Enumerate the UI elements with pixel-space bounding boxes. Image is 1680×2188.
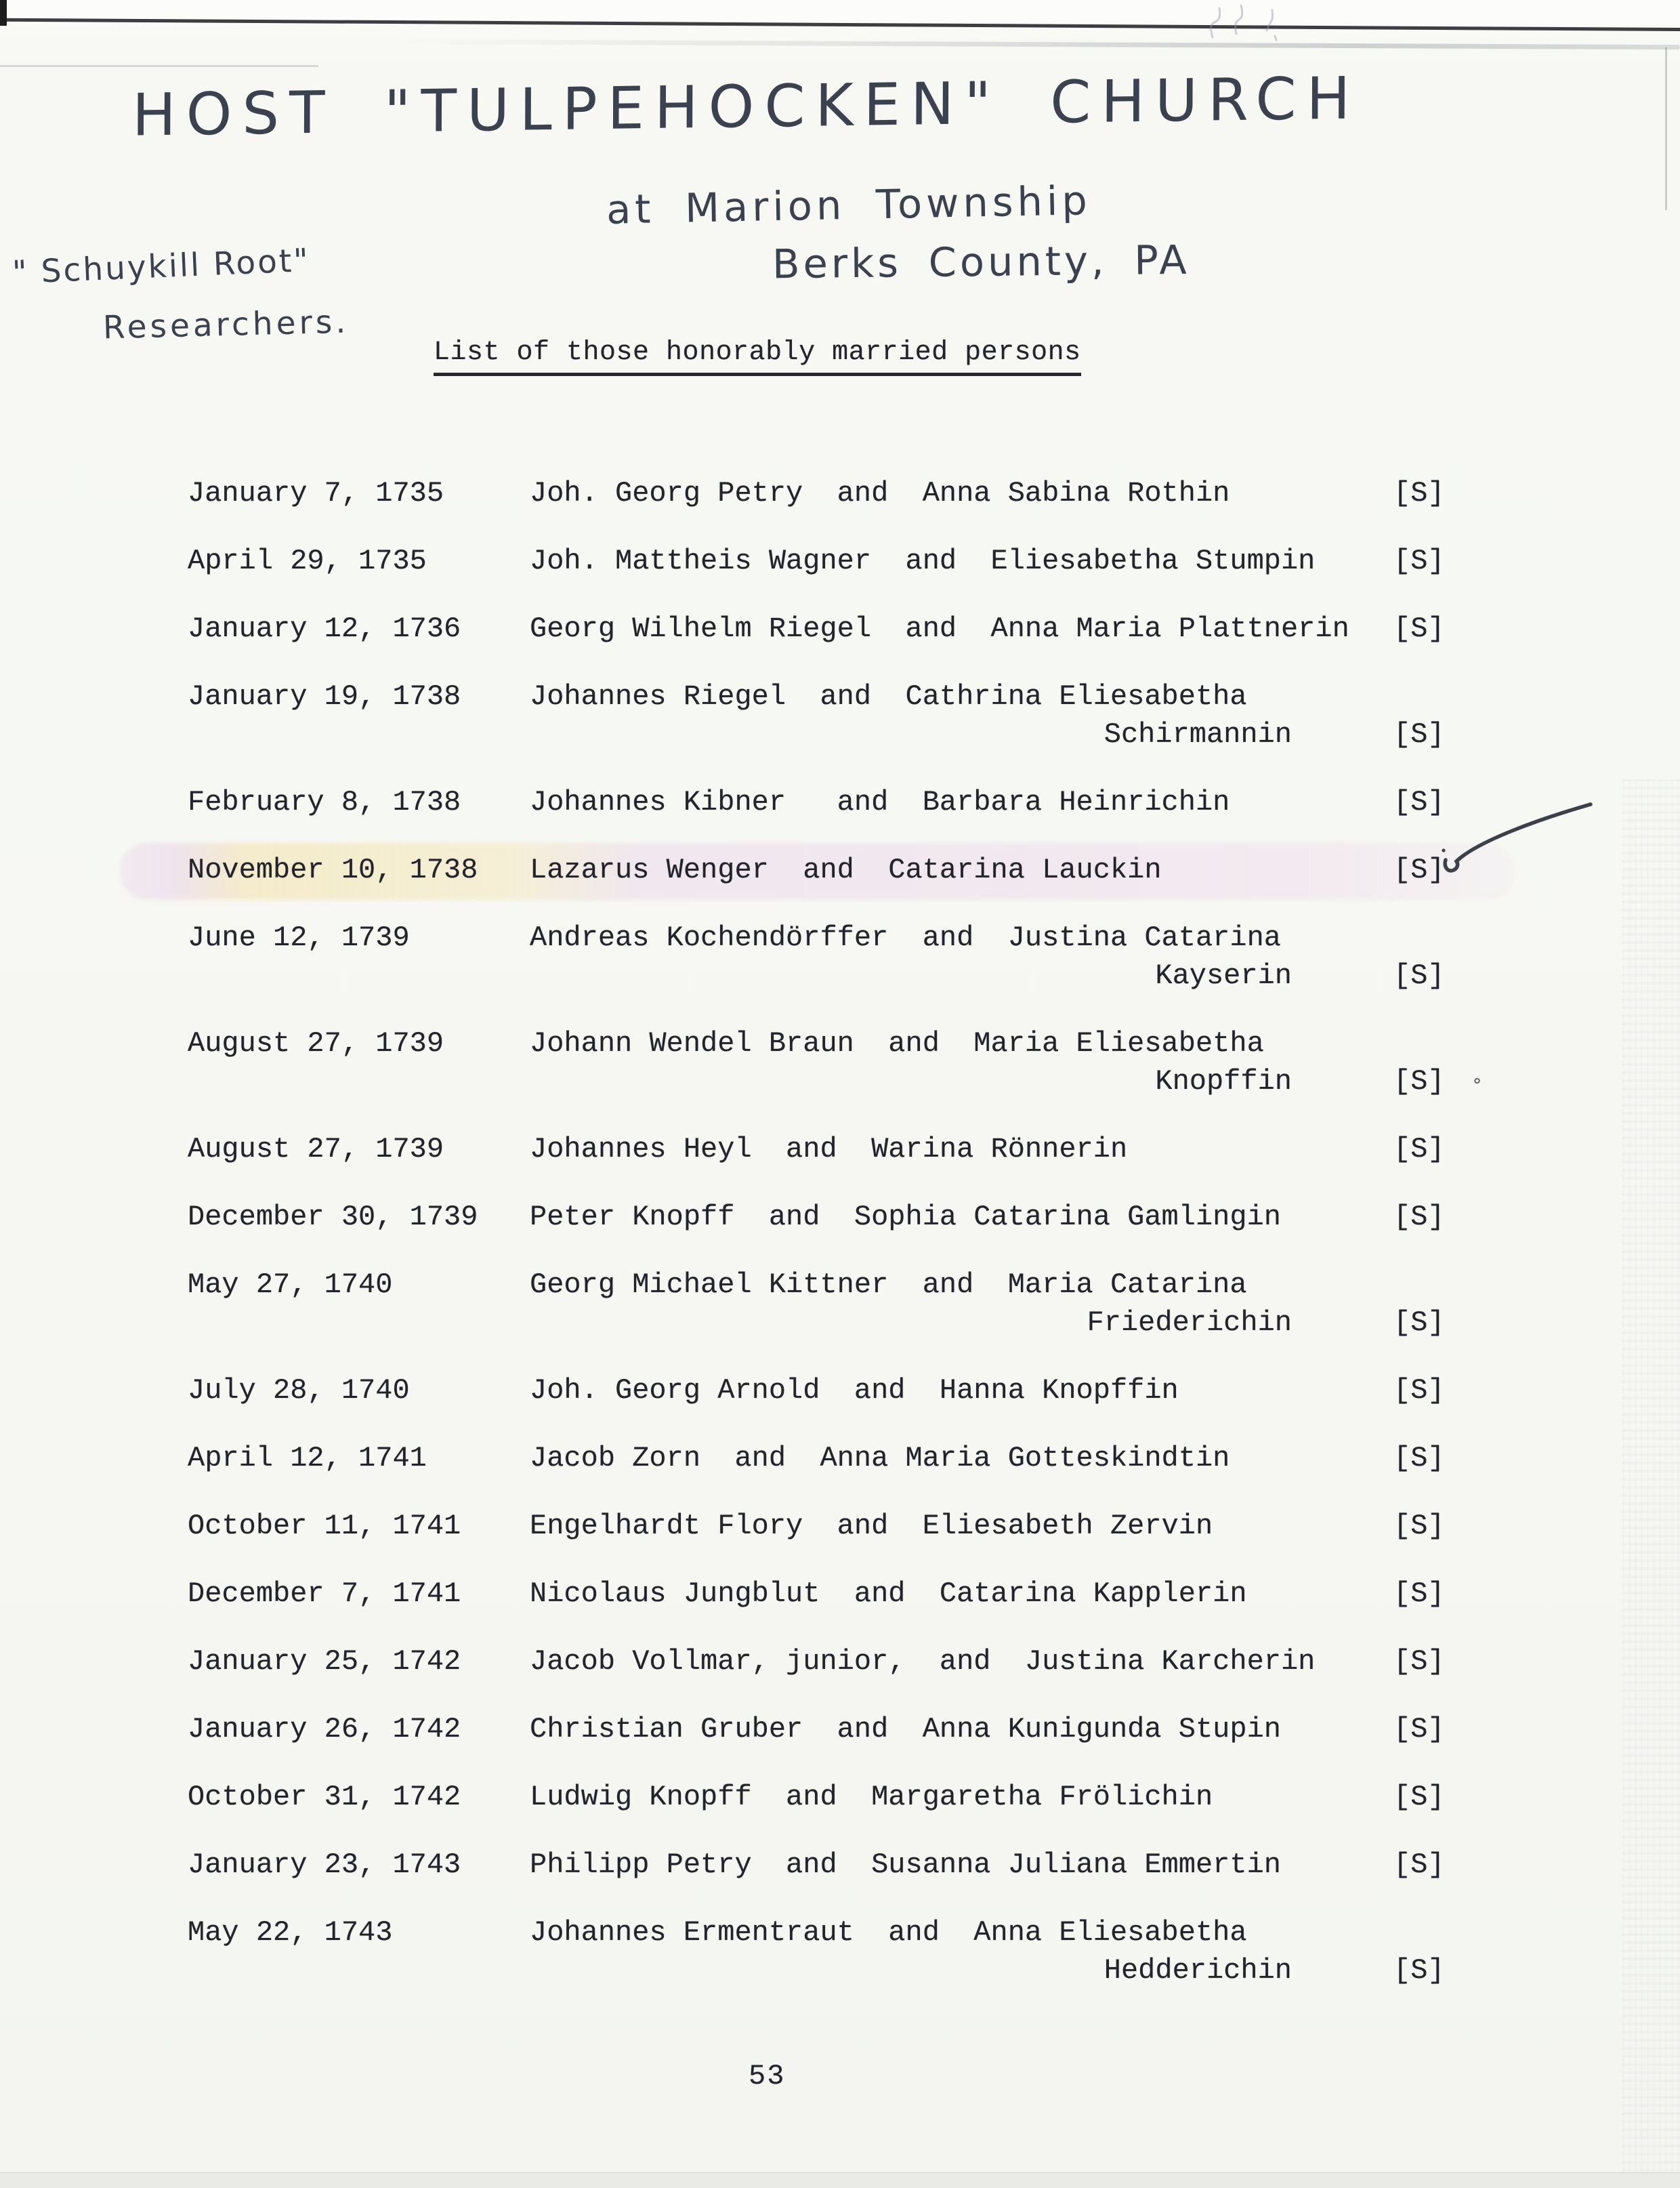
entry-mark-placeholder [1393,1027,1446,1060]
scan-corner-mark [0,0,7,26]
entry-continuation: Knopffin [1155,1065,1292,1098]
entry-couple: Lazarus Wenger and Catarina Lauckin [530,854,1162,886]
entry-couple: Georg Michael Kittner and Maria Catarina [530,1268,1247,1301]
marriage-entry [188,1268,1446,1340]
entry-source-mark: [S] [1393,1645,1445,1678]
entry-couple: Jacob Vollmar, junior, and Justina Karcherin [530,1645,1316,1678]
entry-source-mark: [S] [1393,477,1445,510]
entry-source-mark: [S] [1393,1713,1445,1746]
marriage-entry [188,1027,1482,1098]
page-number: 53 [749,2060,786,2092]
entry-spacer [188,1954,530,1987]
entry-couple: Christian Gruber and Anna Kunigunda Stupin [530,1713,1281,1746]
marriage-entry [188,1509,1446,1543]
entry-couple: Andreas Kochendörffer and Justina Catarina [530,922,1281,954]
entry-couple: Ludwig Knopff and Margaretha Frölichin [530,1781,1213,1813]
entry-spacer [188,718,530,751]
entry-source-mark: [S] [1393,1201,1445,1233]
entry-couple: Joh. Georg Arnold and Hanna Knopffin [530,1374,1179,1407]
entry-mark-placeholder [1393,1916,1446,1949]
entry-continuation: Hedderichin [1104,1954,1292,1987]
entry-date: January 23, 1743 [188,1849,461,1881]
entry-spacer [188,1065,530,1098]
entry-source-mark: [S] [1393,786,1445,819]
marriage-entry [188,1916,1446,1987]
scan-bottom-edge [0,2172,1680,2188]
entry-source-mark: [S] [1393,1133,1445,1165]
entry-couple: Joh. Georg Petry and Anna Sabina Rothin [530,477,1230,510]
marriage-entry [188,1374,1446,1407]
entry-source-mark: [S] [1393,1577,1445,1610]
entry-date: June 12, 1739 [188,922,410,954]
entry-source-mark: [S] [1393,613,1445,645]
entry-date: April 12, 1741 [188,1442,427,1474]
entry-continuation: Schirmannin [1104,718,1292,751]
entry-mark-placeholder [1393,1268,1446,1302]
entry-source-mark: [S] [1393,1781,1445,1813]
entry-date: October 11, 1741 [188,1510,461,1542]
entry-source-mark: [S] [1393,718,1445,751]
marriage-entry [188,1132,1446,1166]
entry-spacer [188,1306,530,1340]
entry-couple: Johannes Kibner and Barbara Heinrichin [530,786,1230,819]
entry-source-mark: [S] [1393,1065,1445,1098]
marriage-entry [188,785,1446,819]
entry-couple: Engelhardt Flory and Eliesabeth Zervin [530,1510,1213,1542]
marriage-entry [188,476,1446,510]
marriage-entry [188,853,1446,887]
entry-date: January 26, 1742 [188,1713,461,1746]
entry-couple: Georg Wilhelm Riegel and Anna Maria Plattnerin [530,613,1349,645]
entry-date: April 29, 1735 [188,545,427,577]
marriage-entry [188,1712,1446,1746]
entry-couple: Johannes Riegel and Cathrina Eliesabetha [530,680,1247,713]
handwritten-group-name: Researchers. [102,303,350,347]
entry-couple: Jacob Zorn and Anna Maria Gotteskindtin [530,1442,1230,1474]
entry-date: January 25, 1742 [188,1645,461,1678]
entry-date: August 27, 1739 [188,1133,444,1165]
entry-date: January 7, 1735 [188,477,444,510]
entry-source-mark: [S] [1393,1442,1445,1474]
entry-date: December 30, 1739 [188,1201,478,1233]
pencil-scribble-mark [1199,0,1348,47]
entry-source-mark: [S] [1393,1954,1445,1987]
marriage-entry [188,1848,1446,1882]
scan-smudge-line [379,39,1680,49]
entry-couple: Nicolaus Jungblut and Catarina Kapplerin [530,1577,1247,1610]
scan-faint-line [0,65,318,67]
entry-source-mark: [S] [1393,1374,1445,1407]
entry-date: August 27, 1739 [188,1027,444,1060]
entry-continuation: Friederichin [1087,1306,1292,1339]
entry-date: May 22, 1743 [188,1916,393,1949]
handwritten-group-quote: " Schuykill Root" [12,241,312,292]
entry-mark-placeholder [1393,680,1446,714]
entry-source-mark: [S] [1393,1306,1445,1339]
entry-date: February 8, 1738 [188,786,461,819]
marriage-entry [188,921,1446,993]
marriage-entry [188,544,1446,578]
entry-spacer [188,959,530,993]
marriage-entry [188,680,1446,751]
entry-source-mark: [S] [1393,545,1445,577]
entry-date: July 28, 1740 [188,1374,410,1407]
scan-right-edge-line [1665,47,1667,210]
entry-mark-placeholder [1393,921,1446,955]
ink-bleedthrough-band [1622,779,1680,2188]
entry-couple: Johannes Heyl and Warina Rönnerin [530,1133,1128,1165]
entry-date: January 19, 1738 [188,680,461,713]
marriage-entry [188,1441,1446,1475]
handwritten-church-title: HOST "TULPEHOCKEN" CHURCH [131,64,1361,150]
handwritten-county-line: Berks County, PA [772,236,1190,288]
entry-continuation: Kayserin [1155,959,1292,992]
entry-couple: Peter Knopff and Sophia Catarina Gamlingin [530,1201,1281,1233]
entry-couple: Johannes Ermentraut and Anna Eliesabetha [530,1916,1247,1949]
page-title: List of those honorably married persons [434,337,1081,376]
entry-source-mark: [S] [1393,854,1445,886]
entry-source-mark: [S] [1393,959,1445,992]
marriage-entry [188,1200,1446,1234]
marriage-entry [188,1577,1446,1611]
entry-date: October 31, 1742 [188,1781,461,1813]
marriage-list [188,476,1482,2021]
marriage-entry [188,1780,1446,1814]
marriage-entry [188,612,1446,646]
entry-source-mark: [S] [1393,1510,1445,1542]
entry-couple: Johann Wendel Braun and Maria Eliesabetha [530,1027,1264,1060]
marriage-entry [188,1645,1446,1678]
entry-couple: Philipp Petry and Susanna Juliana Emmertin [530,1849,1281,1881]
entry-date: May 27, 1740 [188,1268,393,1301]
entry-date: November 10, 1738 [188,854,478,886]
entry-date: December 7, 1741 [188,1577,461,1610]
entry-couple: Joh. Mattheis Wagner and Eliesabetha Stumpin [530,545,1316,577]
entry-date: January 12, 1736 [188,613,461,645]
handwritten-township-line: at Marion Township [606,177,1092,233]
handwritten-checkmark [1437,799,1597,884]
stray-pen-mark: ° [1473,1075,1482,1096]
entry-source-mark: [S] [1393,1849,1445,1881]
